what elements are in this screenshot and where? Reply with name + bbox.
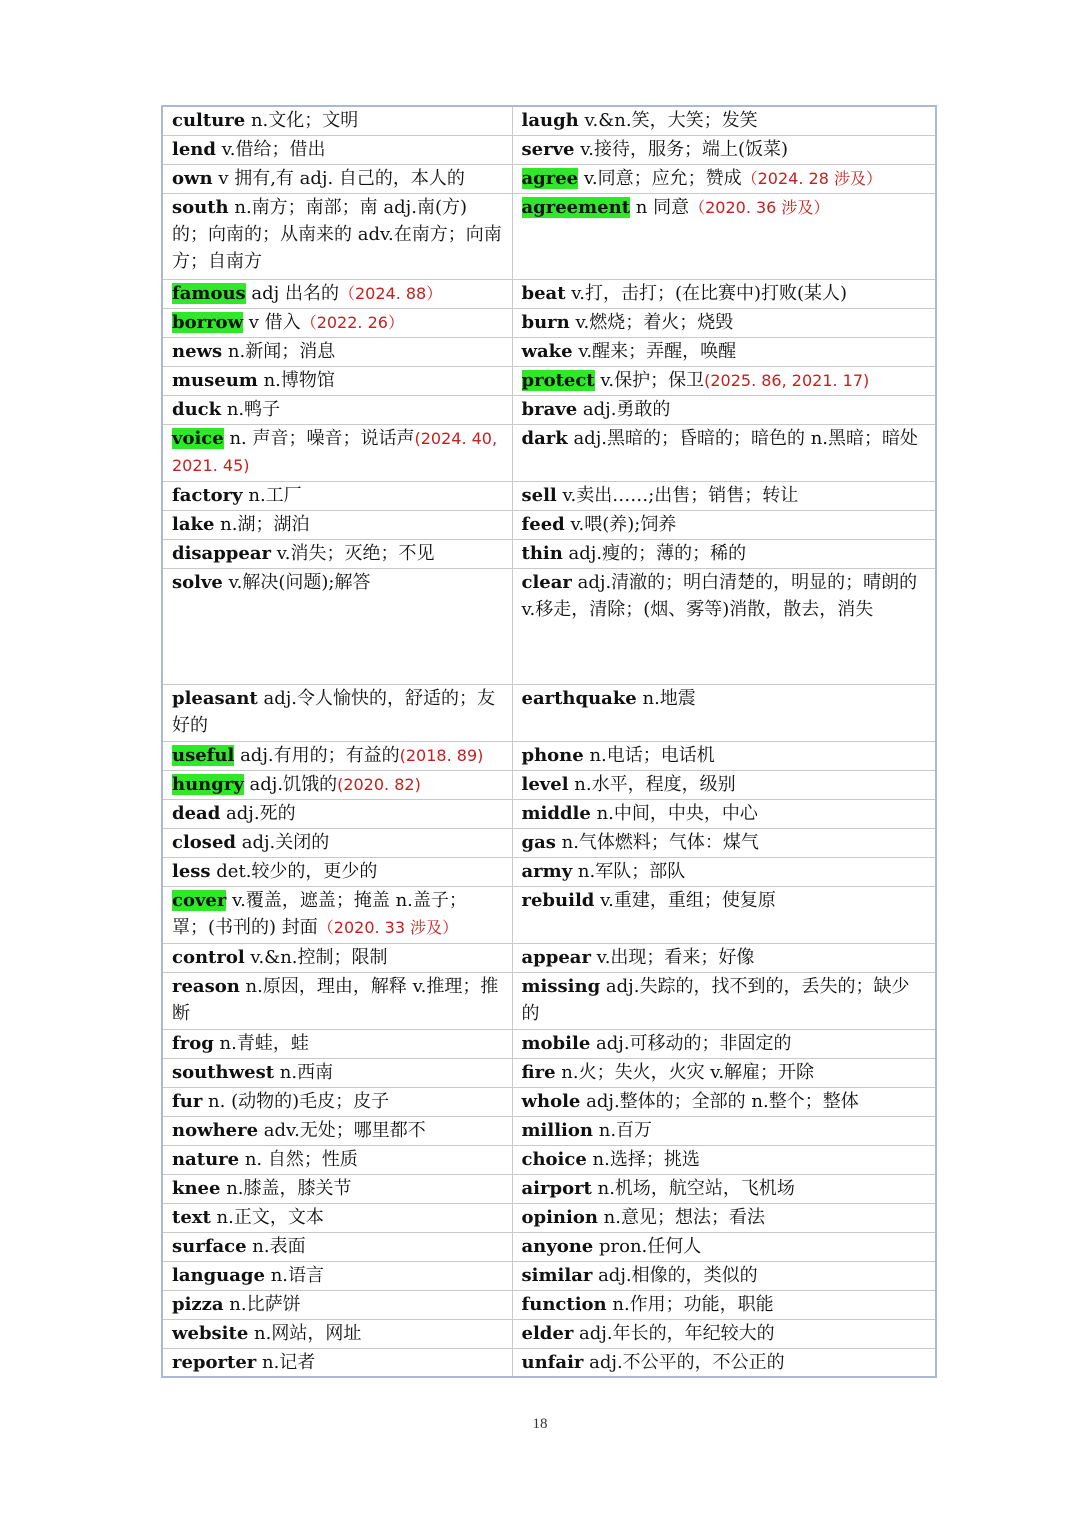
definition: n.意见；想法；看法 xyxy=(597,1206,765,1228)
definition: n.语言 xyxy=(264,1264,325,1286)
headword: pizza xyxy=(172,1293,224,1315)
headword: opinion xyxy=(521,1206,598,1228)
table-row xyxy=(162,1116,936,1145)
vocab-entry-right xyxy=(512,741,936,770)
definition: n.西南 xyxy=(274,1061,334,1083)
definition: n.原因，理由，解释 v.推理；推断 xyxy=(172,975,499,1024)
table-row xyxy=(162,308,936,337)
highlighted-headword: hungry xyxy=(172,773,244,795)
headword: choice xyxy=(521,1148,587,1170)
vocab-entry-left xyxy=(162,366,512,395)
headword: dark xyxy=(521,427,568,449)
headword: closed xyxy=(172,831,236,853)
table-row xyxy=(162,279,936,308)
vocab-entry-right xyxy=(512,1290,936,1319)
table-row xyxy=(162,1290,936,1319)
highlighted-headword: cover xyxy=(172,889,227,911)
headword: fire xyxy=(521,1061,556,1083)
headword: frog xyxy=(172,1032,214,1054)
headword: nowhere xyxy=(172,1119,259,1141)
vocab-entry-left xyxy=(162,308,512,337)
vocabulary-table-body xyxy=(162,106,936,1377)
definition: adj.瘦的；薄的；稀的 xyxy=(562,542,747,564)
vocab-entry-left xyxy=(162,886,512,943)
highlighted-headword: protect xyxy=(521,369,595,391)
table-row xyxy=(162,799,936,828)
definition: n.电话；电话机 xyxy=(583,744,715,766)
definition: n 同意 xyxy=(630,196,690,218)
vocab-entry-right xyxy=(512,1319,936,1348)
vocab-entry-left xyxy=(162,424,512,481)
exam-reference: (2024. 40, 2021. 45) xyxy=(172,428,498,475)
vocab-entry-left xyxy=(162,510,512,539)
definition: v.&n.笑，大笑；发笑 xyxy=(578,110,758,131)
definition: adj.有用的；有益的 xyxy=(234,744,400,766)
definition: n.文化；文明 xyxy=(245,110,359,131)
vocab-entry-right xyxy=(512,366,936,395)
definition: n. 声音；噪音；说话声 xyxy=(223,427,415,449)
definition: n.工厂 xyxy=(242,484,302,506)
vocab-entry-right xyxy=(512,943,936,972)
headword: army xyxy=(521,860,573,882)
vocab-entry-left xyxy=(162,1290,512,1319)
vocab-entry-right xyxy=(512,1232,936,1261)
definition: n.军队；部队 xyxy=(572,860,686,882)
vocab-entry-right xyxy=(512,337,936,366)
exam-reference: (2018. 89) xyxy=(399,745,484,765)
definition: adj.整体的；全部的 n.整个；整体 xyxy=(580,1090,859,1112)
table-row xyxy=(162,424,936,481)
headword: burn xyxy=(521,311,570,333)
definition: v.保护；保卫 xyxy=(594,369,705,391)
headword: text xyxy=(172,1206,211,1228)
definition: adj.勇敢的 xyxy=(577,398,671,420)
vocab-entry-right xyxy=(512,1203,936,1232)
headword: beat xyxy=(521,282,566,304)
definition: n.正文，文本 xyxy=(210,1206,324,1228)
table-row xyxy=(162,1203,936,1232)
headword: level xyxy=(521,773,569,795)
table-row xyxy=(162,770,936,799)
vocab-entry-left xyxy=(162,481,512,510)
vocab-entry-left xyxy=(162,1203,512,1232)
headword: clear xyxy=(521,571,572,593)
table-row xyxy=(162,510,936,539)
table-row xyxy=(162,395,936,424)
definition: adj.年长的，年纪较大的 xyxy=(573,1322,775,1344)
vocab-entry-right xyxy=(512,106,936,135)
vocab-entry-right xyxy=(512,395,936,424)
headword: southwest xyxy=(172,1061,275,1083)
headword: rebuild xyxy=(521,889,595,911)
vocab-entry-right xyxy=(512,308,936,337)
definition: adj.失踪的，找不到的，丢失的；缺少的 xyxy=(521,975,910,1024)
table-row xyxy=(162,684,936,741)
highlighted-headword: agreement xyxy=(521,196,631,218)
page-number: 18 xyxy=(532,1416,548,1432)
definition: v.喂(养);饲养 xyxy=(564,513,677,535)
headword: laugh xyxy=(521,110,579,131)
table-row xyxy=(162,1319,936,1348)
definition: adj.不公平的，不公正的 xyxy=(583,1351,785,1373)
headword: reason xyxy=(172,975,240,997)
definition: n.机场，航空站，飞机场 xyxy=(591,1177,795,1199)
vocab-entry-right xyxy=(512,1029,936,1058)
definition: v.卖出……;出售；销售；转让 xyxy=(556,484,799,506)
headword: pleasant xyxy=(172,687,258,709)
headword: similar xyxy=(521,1264,593,1286)
vocab-entry-left xyxy=(162,799,512,828)
table-row xyxy=(162,568,936,684)
vocab-entry-right xyxy=(512,539,936,568)
vocab-entry-left xyxy=(162,1232,512,1261)
vocab-entry-left xyxy=(162,1174,512,1203)
highlighted-headword: borrow xyxy=(172,311,244,333)
headword: culture xyxy=(172,110,246,131)
definition: adv.无处；哪里都不 xyxy=(258,1119,426,1141)
definition: adj 出名的 xyxy=(245,282,339,304)
highlighted-headword: agree xyxy=(521,167,579,189)
headword: airport xyxy=(521,1177,592,1199)
exam-reference: （2020. 36 涉及） xyxy=(689,197,830,217)
table-row xyxy=(162,164,936,193)
definition: n.百万 xyxy=(593,1119,653,1141)
table-row xyxy=(162,337,936,366)
definition: n.记者 xyxy=(256,1351,316,1373)
headword: south xyxy=(172,196,229,218)
vocab-entry-left xyxy=(162,568,512,684)
vocab-entry-left xyxy=(162,1087,512,1116)
headword: elder xyxy=(521,1322,574,1344)
table-row xyxy=(162,1145,936,1174)
table-row xyxy=(162,1029,936,1058)
headword: wake xyxy=(521,340,573,362)
headword: feed xyxy=(521,513,565,535)
vocab-entry-right xyxy=(512,164,936,193)
vocab-entry-left xyxy=(162,1116,512,1145)
vocab-entry-right xyxy=(512,424,936,481)
highlighted-headword: famous xyxy=(172,282,246,304)
vocab-entry-left xyxy=(162,164,512,193)
definition: n.南方；南部；南 adj.南(方)的；向南的；从南来的 adv.在南方；向南方；自南方 xyxy=(172,196,502,272)
vocab-entry-right xyxy=(512,972,936,1029)
headword: news xyxy=(172,340,223,362)
exam-reference: （2024. 88） xyxy=(338,283,443,303)
table-row xyxy=(162,1058,936,1087)
definition: v.解决(问题);解答 xyxy=(222,571,371,593)
definition: n.网站，网址 xyxy=(248,1322,362,1344)
exam-reference: (2025. 86, 2021. 17) xyxy=(704,370,870,390)
headword: function xyxy=(521,1293,607,1315)
definition: adj.相像的，类似的 xyxy=(592,1264,758,1286)
headword: lend xyxy=(172,138,216,160)
vocab-entry-right xyxy=(512,828,936,857)
headword: anyone xyxy=(521,1235,594,1257)
headword: sell xyxy=(521,484,557,506)
definition: v.醒来；弄醒，唤醒 xyxy=(572,340,737,362)
vocab-entry-left xyxy=(162,1348,512,1377)
definition: adj.清澈的；明白清楚的，明显的；晴朗的 v.移走，清除；(烟、雾等)消散，散去，消失 xyxy=(521,571,918,620)
definition: v.消失；灭绝；不见 xyxy=(271,542,435,564)
headword: website xyxy=(172,1322,249,1344)
vocab-entry-right xyxy=(512,886,936,943)
headword: less xyxy=(172,860,211,882)
headword: phone xyxy=(521,744,584,766)
headword: surface xyxy=(172,1235,247,1257)
definition: adj.饥饿的 xyxy=(243,773,338,795)
headword: unfair xyxy=(521,1351,584,1373)
definition: adj.可移动的；非固定的 xyxy=(590,1032,792,1054)
vocab-entry-right xyxy=(512,799,936,828)
definition: adj.令人愉快的，舒适的；友好的 xyxy=(172,687,496,736)
table-row xyxy=(162,857,936,886)
definition: v.出现；看来；好像 xyxy=(590,946,755,968)
definition: pron.任何人 xyxy=(593,1235,702,1257)
exam-reference: （2020. 33 涉及） xyxy=(317,917,459,937)
vocab-entry-left xyxy=(162,828,512,857)
table-row xyxy=(162,886,936,943)
table-row xyxy=(162,1232,936,1261)
definition: n.气体燃料；气体：煤气 xyxy=(555,831,759,853)
headword: gas xyxy=(521,831,556,853)
headword: language xyxy=(172,1264,265,1286)
table-row xyxy=(162,1348,936,1377)
table-row xyxy=(162,1261,936,1290)
vocab-entry-left xyxy=(162,972,512,1029)
table-row xyxy=(162,828,936,857)
headword: disappear xyxy=(172,542,271,564)
vocab-entry-right xyxy=(512,279,936,308)
vocab-entry-right xyxy=(512,481,936,510)
vocab-entry-left xyxy=(162,539,512,568)
headword: brave xyxy=(521,398,578,420)
vocab-entry-right xyxy=(512,1348,936,1377)
table-row xyxy=(162,539,936,568)
definition: n.表面 xyxy=(246,1235,306,1257)
definition: adj.关闭的 xyxy=(235,831,330,853)
vocab-entry-left xyxy=(162,1058,512,1087)
vocab-entry-right xyxy=(512,684,936,741)
headword: factory xyxy=(172,484,243,506)
headword: duck xyxy=(172,398,222,420)
definition: v.同意；应允；赞成 xyxy=(578,167,742,189)
definition: adj.死的 xyxy=(220,802,296,824)
headword: knee xyxy=(172,1177,221,1199)
vocab-entry-left xyxy=(162,741,512,770)
definition: n.新闻；消息 xyxy=(222,340,336,362)
vocab-entry-left xyxy=(162,857,512,886)
vocab-entry-left xyxy=(162,1145,512,1174)
vocab-entry-right xyxy=(512,1145,936,1174)
definition: v.燃烧；着火；烧毁 xyxy=(569,311,734,333)
highlighted-headword: useful xyxy=(172,744,235,766)
vocab-entry-right xyxy=(512,510,936,539)
table-row xyxy=(162,106,936,135)
headword: missing xyxy=(521,975,601,997)
definition: n.作用；功能，职能 xyxy=(606,1293,774,1315)
table-row xyxy=(162,1087,936,1116)
exam-reference: （2024. 28 涉及） xyxy=(741,168,882,188)
definition: v.&n.控制；限制 xyxy=(244,946,388,968)
definition: n.中间，中央，中心 xyxy=(590,802,758,824)
headword: thin xyxy=(521,542,563,564)
vocab-entry-left xyxy=(162,193,512,279)
vocab-entry-right xyxy=(512,1261,936,1290)
exam-reference: （2022. 26） xyxy=(300,312,404,332)
definition: n.水平，程度，级别 xyxy=(568,773,736,795)
headword: own xyxy=(172,167,213,189)
definition: n.膝盖，膝关节 xyxy=(220,1177,352,1199)
definition: det.较少的，更少的 xyxy=(210,860,378,882)
vocab-entry-left xyxy=(162,395,512,424)
vocab-entry-left xyxy=(162,135,512,164)
definition: n.比萨饼 xyxy=(223,1293,301,1315)
definition: n.青蛙，蛙 xyxy=(213,1032,309,1054)
definition: v.借给；借出 xyxy=(215,138,326,160)
vocab-entry-left xyxy=(162,943,512,972)
definition: v.打，击打；(在比赛中)打败(某人) xyxy=(565,282,848,304)
headword: museum xyxy=(172,369,258,391)
vocab-entry-left xyxy=(162,684,512,741)
headword: mobile xyxy=(521,1032,591,1054)
exam-reference: (2020. 82) xyxy=(337,774,421,794)
definition: n.地震 xyxy=(636,687,696,709)
vocab-entry-left xyxy=(162,1261,512,1290)
vocab-entry-right xyxy=(512,1058,936,1087)
vocab-entry-left xyxy=(162,1029,512,1058)
headword: middle xyxy=(521,802,591,824)
vocab-entry-left xyxy=(162,337,512,366)
definition: n. (动物的)毛皮；皮子 xyxy=(202,1090,390,1112)
vocabulary-table xyxy=(161,105,937,1378)
vocab-entry-right xyxy=(512,1087,936,1116)
definition: n.火；失火，火灾 v.解雇；开除 xyxy=(555,1061,815,1083)
table-row xyxy=(162,1174,936,1203)
table-row xyxy=(162,366,936,395)
vocab-entry-right xyxy=(512,135,936,164)
definition: v 拥有,有 adj. 自己的，本人的 xyxy=(212,167,465,189)
vocab-entry-right xyxy=(512,857,936,886)
table-row xyxy=(162,943,936,972)
vocab-entry-left xyxy=(162,106,512,135)
headword: dead xyxy=(172,802,221,824)
vocab-entry-left xyxy=(162,279,512,308)
headword: solve xyxy=(172,571,223,593)
definition: adj.黑暗的；昏暗的；暗色的 n.黑暗；暗处 xyxy=(567,427,919,449)
highlighted-headword: voice xyxy=(172,427,224,449)
headword: whole xyxy=(521,1090,581,1112)
vocab-entry-right xyxy=(512,568,936,684)
headword: fur xyxy=(172,1090,203,1112)
definition: n.选择；挑选 xyxy=(586,1148,700,1170)
table-row xyxy=(162,135,936,164)
definition: v.接待，服务；端上(饭菜) xyxy=(574,138,789,160)
headword: million xyxy=(521,1119,593,1141)
headword: appear xyxy=(521,946,591,968)
definition: n.博物馆 xyxy=(257,369,335,391)
definition: n.湖；湖泊 xyxy=(214,513,310,535)
definition: n.鸭子 xyxy=(221,398,281,420)
vocab-entry-right xyxy=(512,770,936,799)
definition: v.重建，重组；使复原 xyxy=(594,889,776,911)
headword: nature xyxy=(172,1148,240,1170)
definition: v.覆盖，遮盖；掩盖 n.盖子；罩；(书刊的) 封面 xyxy=(172,889,467,938)
headword: earthquake xyxy=(521,687,637,709)
table-row xyxy=(162,193,936,279)
vocab-entry-left xyxy=(162,770,512,799)
vocab-entry-right xyxy=(512,1116,936,1145)
vocab-entry-right xyxy=(512,1174,936,1203)
headword: control xyxy=(172,946,245,968)
vocab-entry-right xyxy=(512,193,936,279)
table-row xyxy=(162,741,936,770)
vocab-entry-left xyxy=(162,1319,512,1348)
headword: lake xyxy=(172,513,215,535)
definition: n. 自然；性质 xyxy=(239,1148,358,1170)
headword: serve xyxy=(521,138,575,160)
definition: v 借入 xyxy=(243,311,301,333)
headword: reporter xyxy=(172,1351,257,1373)
table-row xyxy=(162,481,936,510)
table-row xyxy=(162,972,936,1029)
